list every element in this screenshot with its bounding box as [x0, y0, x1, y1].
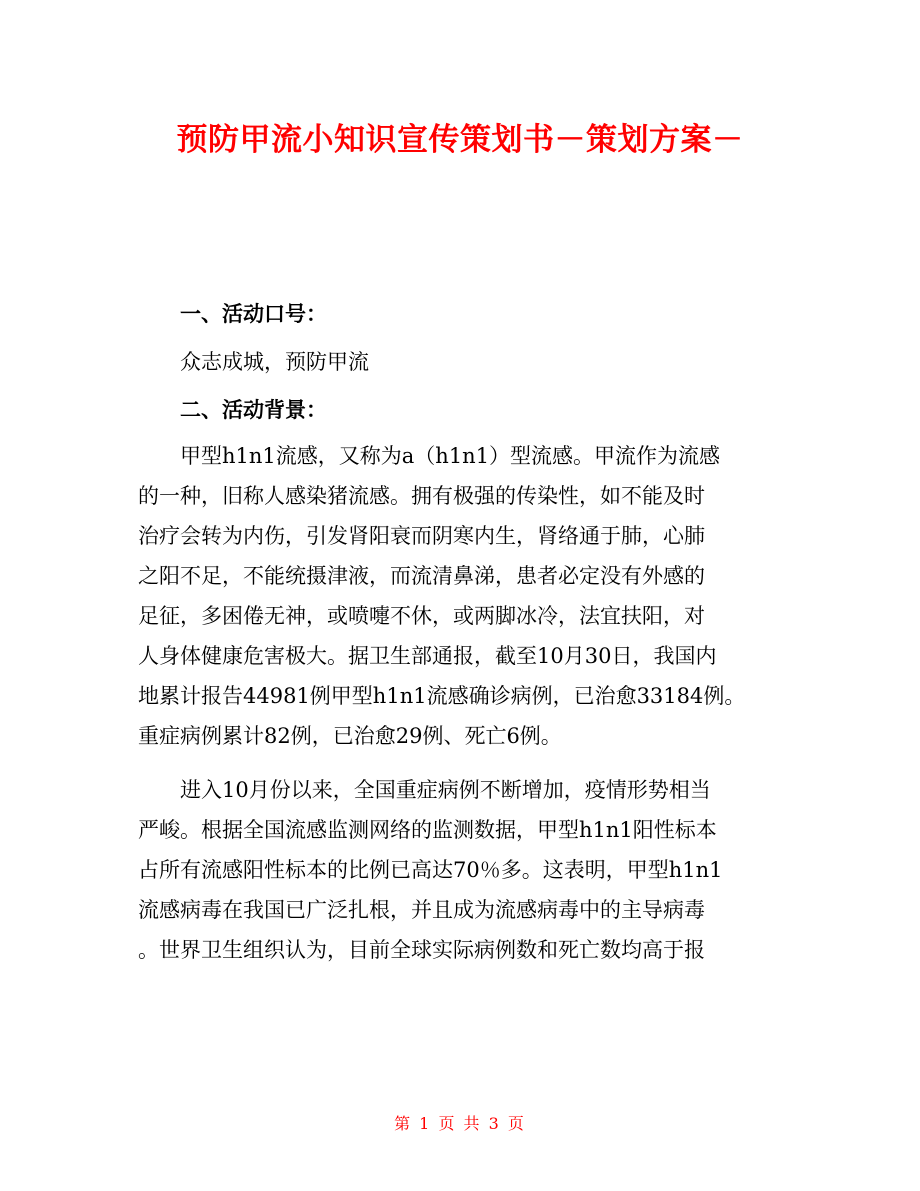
paragraph-line: 人身体健康危害极大。据卫生部通报，截至10月30日，我国内: [138, 644, 717, 668]
paragraph-line: 治疗会转为内伤，引发肾阳衰而阴寒内生，肾络通于肺，心肺: [138, 524, 705, 548]
paragraph-line: 足征，多困倦无神，或喷嚏不休，或两脚冰冷，法宜扶阳，对: [138, 604, 705, 628]
paragraph-line: 严峻。根据全国流感监测网络的监测数据，甲型h1n1阳性标本: [138, 818, 717, 842]
paragraph-line: 重症病例累计82例，已治愈29例、死亡6例。: [138, 724, 562, 748]
paragraph-line: 进入10月份以来，全国重症病例不断增加，疫情形势相当: [180, 778, 711, 802]
section-heading-slogan: 一、活动口号：: [180, 301, 327, 326]
paragraph-line: 。世界卫生组织认为，目前全球实际病例数和死亡数均高于报: [138, 938, 705, 962]
paragraph-line: 的一种，旧称人感染猪流感。拥有极强的传染性，如不能及时: [138, 484, 705, 508]
paragraph-line: 地累计报告44981例甲型h1n1流感确诊病例，已治愈33184例。: [138, 684, 746, 708]
document-body: [138, 296, 786, 970]
background-paragraph-2: [138, 770, 786, 970]
section-heading-background: 二、活动背景：: [180, 397, 327, 422]
page-indicator: 第 1 页 共 3 页: [394, 1114, 526, 1133]
paragraph-line: 占所有流感阳性标本的比例已高达70％多。这表明，甲型h1n1: [138, 858, 723, 882]
slogan-text: 众志成城，预防甲流: [180, 350, 369, 374]
paragraph-line: 流感病毒在我国已广泛扎根，并且成为流感病毒中的主导病毒: [138, 898, 705, 922]
document-title: 预防甲流小知识宣传策划书－策划方案－: [176, 122, 744, 158]
paragraph-line: 之阳不足，不能统摄津液，而流清鼻涕，患者必定没有外感的: [138, 564, 705, 588]
paragraph-line: 甲型h1n1流感，又称为a（h1n1）型流感。甲流作为流感: [180, 444, 721, 468]
background-paragraph-1: [138, 436, 786, 756]
